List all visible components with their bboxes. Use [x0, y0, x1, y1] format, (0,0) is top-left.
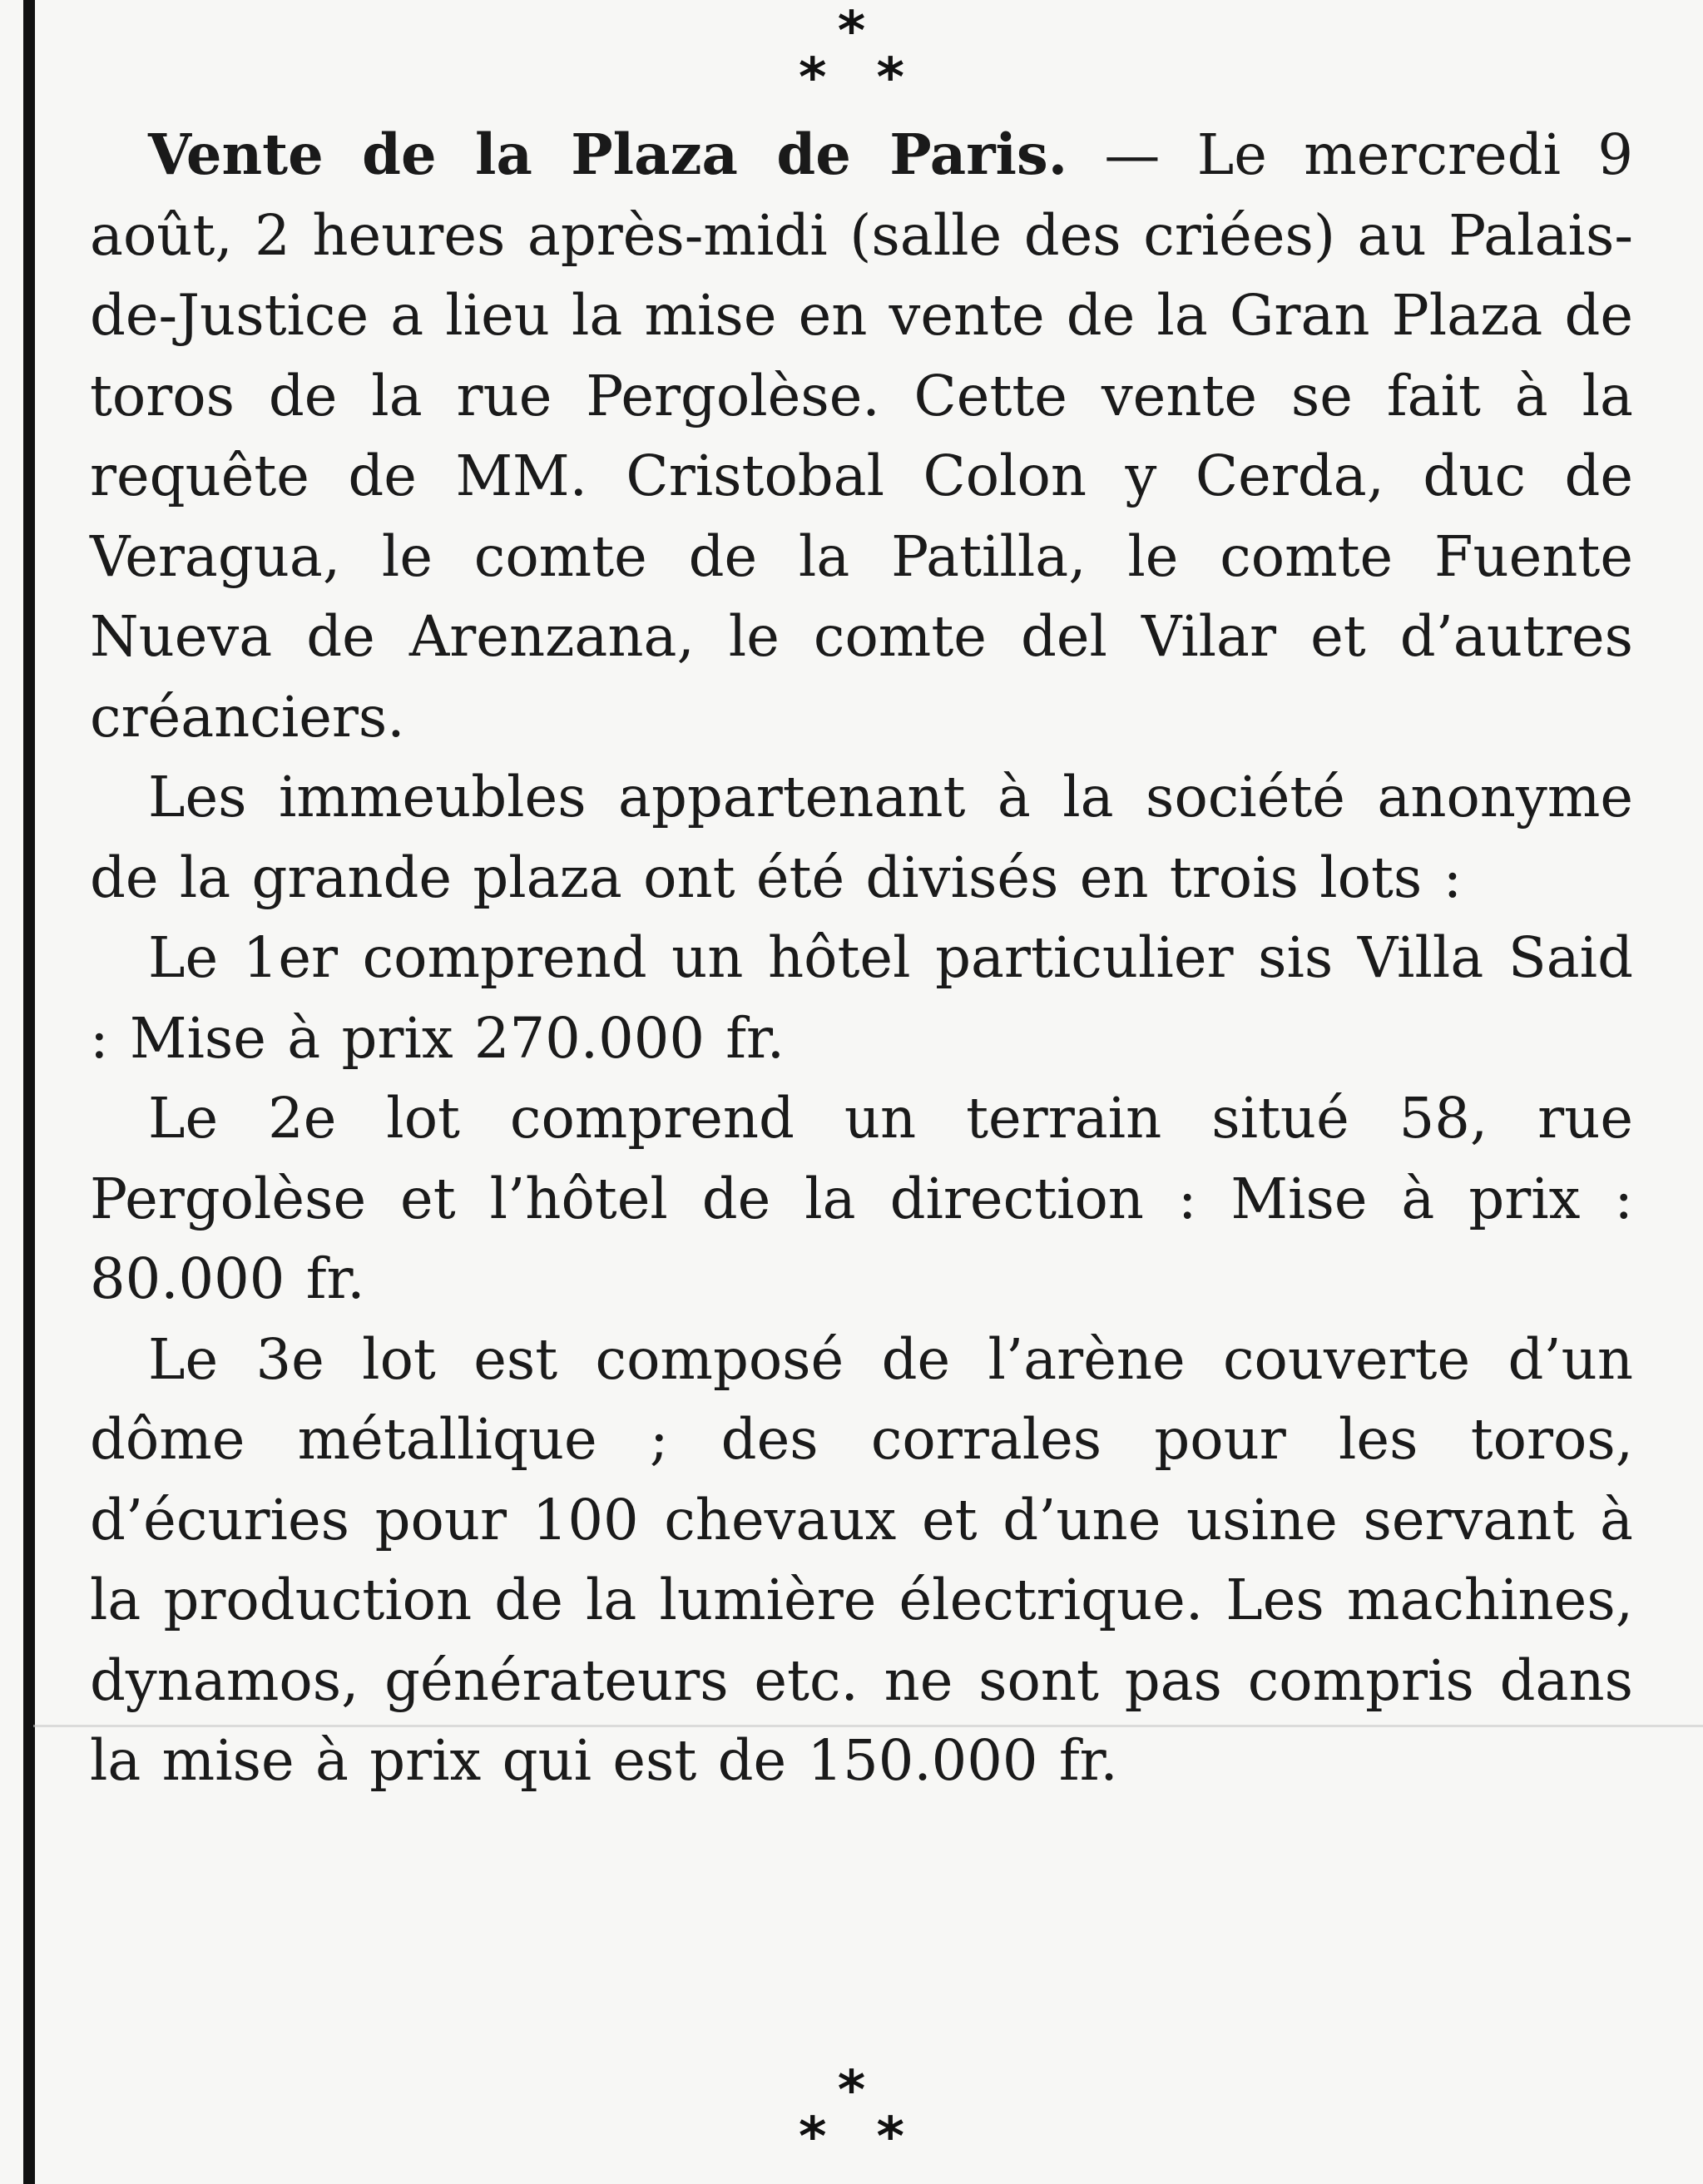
- article-paragraph-1: [90, 115, 1633, 757]
- article-headline: Vente de la Plaza de Paris.: [148, 121, 1068, 187]
- article-paragraph-2: Les immeubles appartenant à la société anonyme de la grande plaza ont été divisés en trois lots :: [90, 765, 1633, 910]
- asterism-top-stars: **: [799, 47, 954, 109]
- asterism-bottom: [0, 2060, 1703, 2168]
- scan-crease-line: [33, 1725, 1703, 1727]
- article-paragraph-4: Le 2e lot comprend un terrain situé 58, rue Pergolèse et l’hôtel de la direction : Mise à prix : 80.000 fr.: [90, 1086, 1633, 1311]
- column-rule: [23, 0, 35, 2184]
- asterism-top: [0, 1, 1703, 109]
- asterism-bottom-stars: **: [799, 2107, 954, 2168]
- article: [90, 115, 1633, 1801]
- article-paragraph-3: Le 1er comprend un hôtel particulier sis Villa Said : Mise à prix 270.000 fr.: [90, 925, 1633, 1071]
- asterism-top-star: *: [837, 1, 866, 62]
- article-paragraph-5: Le 3e lot est composé de l’arène couverte d’un dôme métallique ; des corrales pour les toros, d’écuries pour 100 chevaux et d’une usine servant à la production de la lumière électrique. Les machines, dynamos, générateurs etc. ne sont pas compris dans la mise à prix qui est de 150.000 fr.: [90, 1326, 1633, 1793]
- article-paragraph-1-text: — Le mercredi 9 août, 2 heures après-midi (salle des criées) au Palais-de-Justice a lieu la mise en vente de la Gran Plaza de toros de la rue Pergolèse. Cette vente se fait à la requête de MM. Cristobal Colon y Cerda, duc de Veragua, le comte de la Patilla, le comte Fuente Nueva de Arenzana, le comte del Vilar et d’autres créanciers.: [90, 122, 1633, 750]
- asterism-bottom-star: *: [837, 2060, 866, 2122]
